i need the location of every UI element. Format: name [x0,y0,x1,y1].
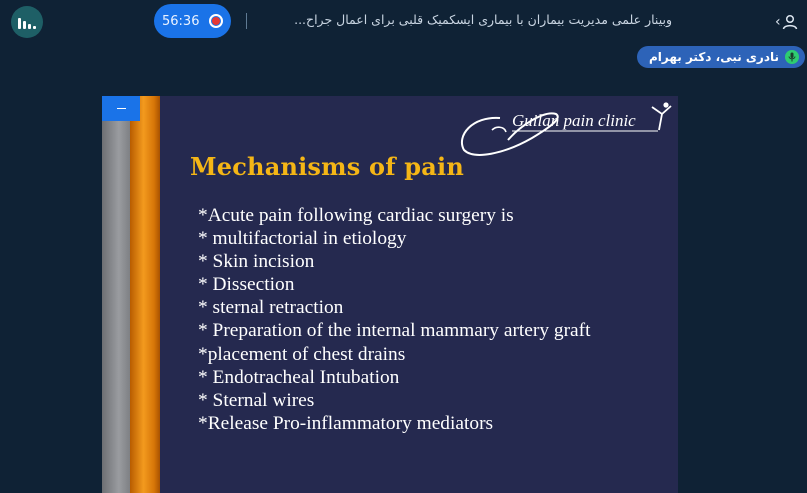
slide-bullet: * Skin incision [198,251,315,273]
slide-bullet: * Preparation of the internal mammary artery graft [198,320,591,342]
active-speaker-badge [637,46,805,68]
slide-bullet: * multifactorial in etiology [198,228,407,250]
user-icon [782,14,798,30]
top-bar [0,0,807,44]
slide-bullet: *Release Pro-inflammatory mediators [198,412,494,434]
bar-chart-icon [18,18,21,29]
recording-indicator[interactable] [154,4,231,38]
slide-bullet: * Sternal wires [198,389,315,411]
chevron-left-icon: ‹ [775,14,781,30]
slide-bullet: * sternal retraction [198,297,344,319]
divider [246,13,247,29]
slide-bullet: * Dissection [198,274,295,296]
minus-icon [117,108,126,110]
slide-bullet: *Acute pain following cardiac surgery is [198,205,514,226]
user-menu-button[interactable] [775,10,803,34]
recording-time: 56:36 [162,13,200,29]
presentation-slide [102,96,678,493]
slide-bullet-list [198,204,591,435]
bar-chart-icon-bar [28,24,31,29]
speaker-name: نادری نبی، دکتر بهرام [648,50,779,64]
bar-chart-icon-bar [33,26,36,29]
microphone-icon [785,50,799,64]
minimize-button[interactable] [102,96,140,121]
slide-title: Mechanisms of pain [190,152,464,181]
stats-button[interactable] [11,6,43,38]
clinic-logo [452,100,674,160]
slide-left-stripe-grey [102,96,130,493]
record-icon [209,14,223,28]
bar-chart-icon-bar [23,21,26,29]
slide-bullet: * Endotracheal Intubation [198,366,400,388]
slide-bullet: *placement of chest drains [198,343,406,365]
logo-text: Guilan pain clinic [512,111,636,130]
webinar-title: وبینار علمی مدیریت بیماران با بیماری ایسکمیک قلبی برای اعمال جراح... [294,12,672,27]
slide-left-stripe-orange [130,96,160,493]
